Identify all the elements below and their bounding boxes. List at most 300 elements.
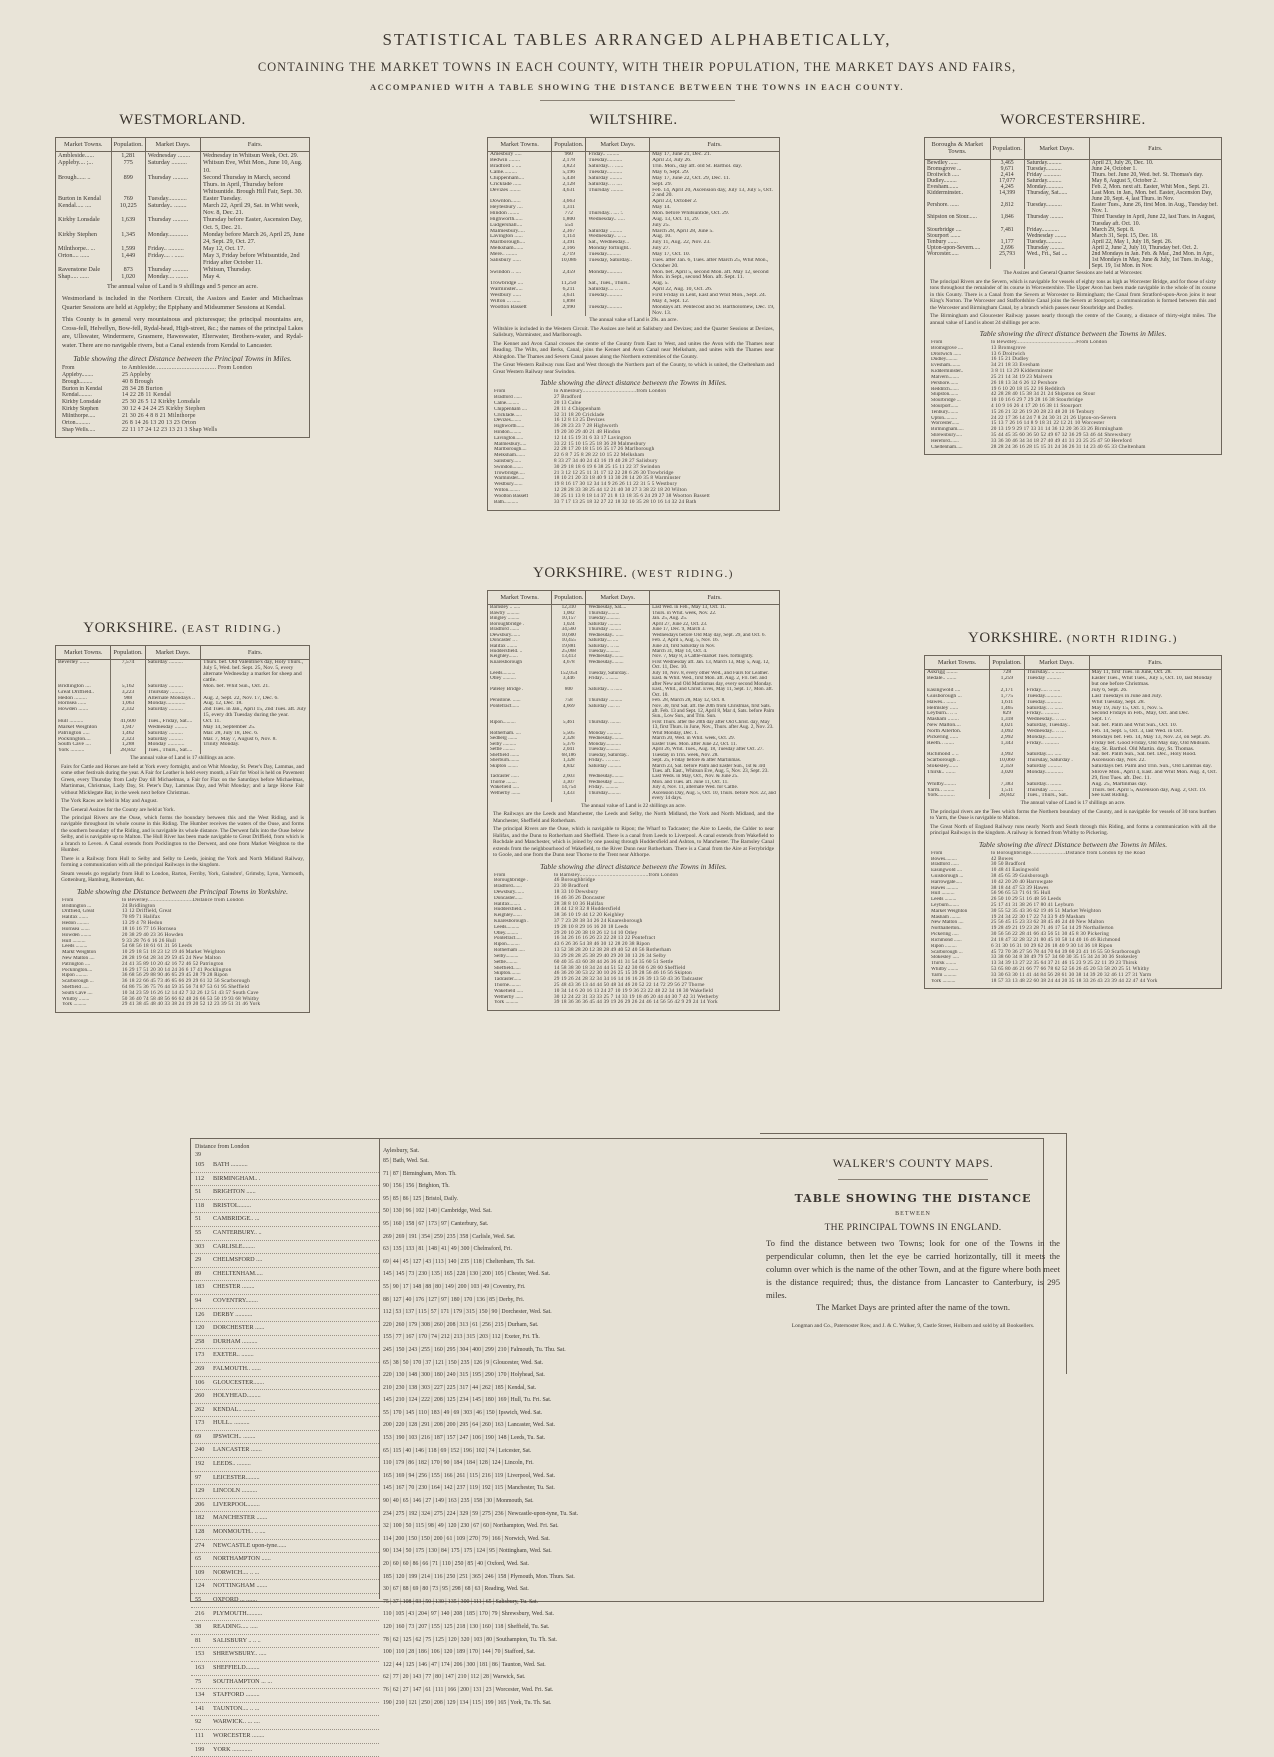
market-table (488, 138, 779, 316)
distance-values: 112 | 53 | 137 | 115 | 57 | 171 | 179 | 315 | 150 | 90 (383, 1309, 498, 1316)
distance-values: 10 10 16 6 29 7 29 28 16 38 Stourbridge (991, 397, 1083, 404)
county-name: YORKSHIRE. (968, 630, 1063, 646)
population: 1,024 (552, 622, 586, 627)
separator: | (489, 1359, 494, 1366)
town-name: YORK ............. (213, 1745, 253, 1753)
table-row (56, 174, 309, 195)
town-market-days: Worcester, Wed. Fri. Sat. (495, 1686, 554, 1693)
market-days: Wednesday ........ (586, 780, 650, 785)
distance-town: Swindon........ (494, 464, 523, 470)
town-name: LANCASTER ....... (213, 1446, 262, 1454)
distance-values: 200 | 220 | 128 | 291 | 208 | 200 | 295 | 64 | 260 | 163 (383, 1422, 504, 1429)
col-market-days: Market Days. (145, 646, 200, 660)
county-title (924, 630, 1222, 647)
distance-values: 36 18 22 66 45 73 46 65 66 29 29 61 32 56 Scarborough (122, 978, 250, 985)
table-row (488, 720, 779, 731)
england-town-row (191, 1363, 379, 1377)
distance-values: 18 44 12 8 32 8 Huddersfield (554, 906, 621, 913)
town-distance-from-london: 55 (195, 1228, 202, 1236)
market-days: Wednesday......... (586, 654, 650, 659)
table-row (488, 188, 779, 200)
distance-to-label: to Barnsley..............................................from London (554, 872, 679, 878)
distance-values: 85 (383, 1158, 389, 1164)
distance-table-title: Table showing the direct distance between the Towns in Miles. (540, 378, 727, 388)
market-days: Saturday ......... (586, 176, 650, 182)
distance-values: 88 | 127 | 40 | 176 | 127 | 97 | 180 | 170 | 136 | 85 (383, 1296, 495, 1303)
town-name: NOTTINGHAM ....... (213, 1582, 268, 1590)
town-name: MANCHESTER ....... (213, 1514, 268, 1522)
distance-from-label: From (494, 872, 506, 878)
town-name: KENDAL.. ........ (213, 1405, 256, 1413)
market-days: Friday.. .......... (1024, 711, 1089, 717)
market-days-note: The Market Days are printed after the name of the town. (816, 1302, 1010, 1312)
distance-values: 114 | 200 | 150 | 150 | 200 | 61 | 109 | 270 | 79 | 166 (383, 1535, 501, 1542)
population: 2,812 (990, 202, 1024, 214)
distance-values: 25 30 26 5 12 Kirkby Lonsdale (122, 399, 201, 406)
market-days: Thursday .......... (1024, 788, 1089, 794)
distance-town: Melksham....... (494, 453, 525, 459)
population: 3,992 (990, 752, 1024, 758)
separator: | (497, 1309, 502, 1316)
town-name: Pershore. ...... (925, 202, 990, 214)
county-note-land-value: The annual value of Land is 17 shillings an acre. (1020, 800, 1126, 807)
population: 1,114 (552, 234, 586, 240)
distance-town: Brough......... (62, 378, 93, 385)
population: 4,021 (990, 723, 1024, 729)
col-towns: Market Towns. (56, 138, 111, 152)
town-name: York............ (925, 793, 990, 799)
population: 2,128 (552, 182, 586, 188)
distance-values: 29 19 26 24 28 32 34 34 16 14 16 16 26 39 13 50 43 36 Tadcaster (554, 976, 704, 983)
distance-from-label: From (931, 340, 943, 345)
market-days: Tues., Thurs., Sat.... (145, 748, 200, 754)
fairs: July 11, Aug. 22, Nov. 23. (652, 240, 711, 246)
population: 1,020 (111, 273, 145, 280)
fairs: First Thurs. after the 20th day after Old Christ. day, May 13, first Thurs. in June, Nov., Thurs. after Aug. 2, Nov. 23. (652, 719, 774, 731)
separator: | (500, 1649, 505, 1656)
population: 2,178 (552, 158, 586, 164)
market-days: Saturday.... .... (586, 638, 650, 643)
distance-town: Wetherby ...... (494, 994, 524, 1000)
distance-from-label: From (931, 850, 943, 856)
town-name: New Malton.... (925, 723, 990, 729)
town-name: Howden ....... (56, 707, 111, 719)
market-days: Friday ............ (1024, 172, 1089, 178)
town-name: DURHAM .......... (213, 1337, 258, 1345)
england-grid-row (383, 1596, 943, 1609)
town-name: Thorne ........ (488, 780, 552, 785)
distance-town: Bowes......... (931, 856, 957, 862)
england-grid-row (383, 1545, 943, 1558)
distance-town: South Cave .... (62, 990, 93, 996)
col-market-days: Market Days. (586, 591, 650, 605)
fairs: Easter Tues. Mon. after June 22, Oct. 11. (652, 741, 737, 747)
distance-town: Appleby........ (62, 371, 94, 378)
county-name: WILTSHIRE. (589, 112, 678, 128)
distance-values: 33 38 60 34 8 38 49 79 57 34 60 30 35 15 34 24 30 36 Stokesley (991, 954, 1138, 961)
population: 800 (552, 687, 586, 698)
market-days: Wednesday.. ..... (586, 217, 650, 223)
distance-town: Shrewsbury..... (931, 433, 962, 438)
county-note-assizes: The Assizes and General Quarter Sessions are held at Worcester. (1003, 270, 1143, 277)
market-days: Wednesday.. ...... (586, 633, 650, 638)
market-days: Saturday .......... (145, 660, 200, 684)
distance-town: Kidderminster.. (931, 369, 964, 375)
england-town-row (191, 1621, 379, 1635)
market-days: Thursday.. .... :. (586, 211, 650, 217)
town-name: BRIGHTON ...... (213, 1188, 256, 1196)
market-days: Saturday .......... (145, 159, 200, 173)
separator: | (494, 1296, 499, 1303)
distance-values: 110 | 105 | 43 | 204 | 97 | 140 | 208 | 185 | 170 | 79 (383, 1611, 498, 1618)
town-name: Warminster..... (488, 287, 552, 293)
fairs: Whit Tuesday, Sept. 28. (1091, 699, 1145, 705)
distance-town: York .......... (931, 978, 956, 984)
population: 1,063 (111, 701, 145, 707)
distance-town: Hedon ......... (62, 921, 89, 927)
distance-table-title: Table showing the direct Distance between the Towns in Miles. (978, 839, 1168, 849)
distance-town: Stourport...... (931, 403, 959, 409)
fairs: Sept. 25, Friday before & after Martinmas. (652, 758, 742, 764)
county-note-para2: The Great North of England Railway runs nearly North and South through this Riding, and forms a communication with all the principal Railways in the kingdom. A railway is formed from Whitby to Pickering. (930, 823, 1216, 837)
table-row (56, 231, 309, 245)
distance-values: 71 | 87 (383, 1170, 399, 1177)
england-town-row (191, 1608, 379, 1622)
county-note-para3: The Great Western Railway runs East and West through the Northern part of the County, to which is united, the Cheltenham and Great Western Railway near Swindon. (493, 362, 774, 375)
distance-town: Markt Weighton (62, 950, 96, 956)
town-name: Brough...... .. (56, 174, 111, 195)
market-days: Monday........... (586, 270, 650, 282)
distance-town: Hull .......... (62, 938, 86, 944)
town-name: Tadcaster ...... (488, 774, 552, 779)
county-yorkshire-west (487, 565, 780, 1011)
county-yorkshire-north (924, 630, 1222, 989)
distance-values: 9 33 28 76 6 16 26 Hull (122, 937, 177, 944)
distance-row (62, 392, 303, 399)
distance-town: Wilton......... (494, 488, 520, 494)
distance-town: Bath........... (494, 499, 519, 505)
town-distance-from-london: 51 (195, 1215, 202, 1223)
population: 1,511 (990, 788, 1024, 794)
fairs: March 23, Sat. before Palm and Easter Sun., 1st & 3rd Tues. aft. East., Whitsun Eve, Aug. 5, Nov. 23, Sept. 23. (652, 763, 769, 774)
fairs: May 6, Sept. 29. (652, 169, 690, 175)
town-distance-from-london: 134 (195, 1691, 205, 1699)
table-row (56, 245, 309, 252)
fairs: April 23, July 26. (652, 158, 692, 164)
market-days: Thursday .......... (145, 216, 200, 230)
distance-town: Tenbury........ (931, 409, 959, 415)
separator: | (436, 1208, 441, 1215)
market-days: Monday............. (1024, 770, 1089, 782)
distance-town: Halifax........ (494, 901, 520, 907)
separator: | (494, 1548, 499, 1555)
england-town-row (191, 1580, 379, 1594)
population: 7,574 (111, 660, 145, 684)
fairs: May 17, June 21, Dec. 21. (652, 151, 712, 158)
population: 17,077 (990, 178, 1024, 184)
distance-values: 22 11 17 24 12 23 13 21 3 Shap Wells (122, 426, 218, 433)
distance-town: Whitby ........ (931, 966, 959, 972)
england-grid-row (383, 1432, 943, 1445)
town-distance-from-london: 262 (195, 1405, 205, 1413)
distance-values: 185 | 120 | 199 | 214 | 116 | 250 | 251 | 365 | 246 | 158 (383, 1573, 507, 1580)
town-distance-from-london: 118 (195, 1201, 205, 1209)
population: 2,603 (552, 774, 586, 779)
table-row (925, 214, 1221, 226)
distance-to-label: to Ambleside..................................... From London (122, 365, 253, 372)
town-distance-from-london: 89 (195, 1269, 202, 1277)
england-grid-row (383, 1520, 943, 1533)
distance-values: 145 | 210 | 124 | 222 | 208 | 125 | 234 | 145 | 180 | 169 (383, 1397, 507, 1404)
town-name: NORWICH.... .. ... (213, 1568, 260, 1576)
market-days: Tuesday........... (586, 170, 650, 176)
distance-town: Hindon......... (494, 429, 522, 435)
market-days: Wednesday.. .. .... (1024, 717, 1089, 723)
town-name: Great Driffield.. (56, 690, 111, 696)
county-note-para2: The Birmingham and Gloucester Railway passes nearly through the centre of the County, a distance of thirty-eight miles. The annual value of Land is about 24 shillings per acre. (930, 313, 1216, 326)
fairs: Saturdays bef. Palm and Trin. Sun., Old Lammas day. (1091, 764, 1212, 770)
town-name: Easingwold .... (925, 688, 990, 694)
town-name: Ripon.......... (488, 720, 552, 731)
england-grid-row (383, 1470, 943, 1483)
fairs: First Wednesday aft. Jan. 13, March 13, May 5, Aug. 12, Oct. 11, Dec. 10. (652, 659, 770, 671)
separator: | (480, 1586, 485, 1593)
town-distance-from-london: 173 (195, 1351, 205, 1359)
fairs: Whitsun Eve, Whit Mon., June 10, Aug. 10. (202, 159, 303, 174)
distance-values: 234 | 275 | 192 | 324 | 275 | 224 | 329 | 59 | 275 | 236 (383, 1510, 504, 1517)
fairs: Nov. 7, May 8, a Cattle-market Tues. fortnightly. (652, 654, 754, 660)
market-days: Saturday.. ........ (145, 202, 200, 216)
town-name: Hawes.. ....... (925, 700, 990, 706)
distance-town: Cheltenham..... (931, 444, 963, 450)
county-note-para2: This County is in general very mountainous and picturesque; the principal mountains are, Cross-fell, Helvellyn, Bow-fell, Rydal-head, High-street, &c.; the names of the principal Lakes are, Ullswater, Windermere, Grasmere, Haweswater, Elterwater, Brothers-water, and Rydal-water. There are no navigable rivers, but a Canal extends from Kendal to Lancaster. (62, 316, 303, 349)
fairs: Trin. Mon., day aft. old St. Barthol. day. (652, 164, 743, 170)
fairs: May 19, July 15, Oct. 1, Nov. 5. (1091, 705, 1164, 711)
town-name: Stourbridge .... (925, 227, 990, 233)
market-days: Tuesday........... (586, 158, 650, 164)
england-town-row (191, 1676, 379, 1690)
town-name: South Cave .... (56, 742, 111, 748)
county-wiltshire (487, 112, 780, 511)
fairs: East. & Whit. Wed., first Mon. aft. Aug. 2, Fri. bef. and after New and Old Martinmas day, every second Monday. (652, 676, 773, 687)
town-name: Market Weighton (56, 725, 111, 731)
county-box (55, 137, 310, 438)
england-town-row (191, 1716, 379, 1730)
town-distance-from-london: 109 (195, 1568, 205, 1576)
county-box (55, 645, 310, 1013)
separator: | (491, 1598, 496, 1605)
distance-values: 30 55 52 35 43 36 62 19 46 51 Market Weighton (991, 907, 1102, 914)
england-town-row (191, 1567, 379, 1581)
county-title (487, 112, 780, 129)
town-name: Wootton Bassett (488, 305, 552, 317)
market-days: Saturday.. . ...... (586, 164, 650, 170)
separator: | (506, 1397, 511, 1404)
distance-values: 78 | 62 | 125 | 62 | 75 | 125 | 120 | 320 | 103 | 80 (383, 1636, 492, 1643)
town-distance-from-london: 55 (195, 1596, 202, 1603)
town-name: Rotherham. .... (488, 731, 552, 736)
town-market-days: Canterbury, Sat. (450, 1220, 489, 1227)
population: 2,171 (990, 688, 1024, 694)
market-days: Tuesday, Saturday.. (586, 753, 650, 758)
town-name: Hedon ......... (56, 696, 111, 702)
county-note-para2: The Kennet and Avon Canal crosses the centre of the County from East to West, and unites the Avon with the Thames near Reading. The Wilts, and Berks, Canal, joins the Kennet and Avon Canal near Melksham, and unites with the Thames near Abingdon. The Thames and Severn Canal passes along the Northern extremities of the County. (493, 340, 774, 360)
town-market-days: Leicester, Sat. (498, 1447, 532, 1454)
town-name: Melksham....... (488, 246, 552, 252)
town-distance-from-london: 75 (195, 1677, 202, 1685)
town-name: Cricklade ...... (488, 182, 552, 188)
market-days: Tuesday........... (586, 616, 650, 621)
distance-town: New Malton .... (931, 920, 964, 926)
town-name: CHESTER ........ (213, 1283, 255, 1291)
market-days: Friday.. . .. ...... (586, 758, 650, 763)
town-name: Bedale.. ....... (925, 676, 990, 688)
fairs: Feb. 14, Sept. 5, Oct. 3, last Wed. in Oct. (1091, 728, 1184, 734)
population: 1,281 (111, 152, 145, 160)
county-box (487, 137, 780, 511)
distance-values: 4 10 9 16 26 4 17 20 16 38 11 Stourport (991, 402, 1082, 409)
population: 10,455 (552, 638, 586, 643)
fairs: Aug. 10. (652, 234, 672, 240)
distance-town: Leeds ......... (62, 944, 88, 950)
distance-values: 95 | 85 | 86 | 125 (383, 1195, 422, 1202)
distance-values: 15 26 21 32 26 19 20 28 23 48 20 16 Tenbury (991, 408, 1095, 415)
market-days: Saturday.... .. ... (586, 287, 650, 293)
england-grid-row (383, 1671, 943, 1684)
market-days: Monday............ (586, 742, 650, 747)
fairs: Last Mon. in Jan., Mon. bef. Easter, Ascension Day, June 20, Sept. 4, last Thurs. in Nov. (1091, 190, 1213, 203)
distance-values: 18 16 16 77 16 Hornsea (122, 925, 177, 932)
table-row (925, 741, 1221, 753)
table-row (488, 676, 779, 687)
town-name: Skipton ........ (488, 764, 552, 775)
county-note-para2: The York Races are held in May and August. (61, 798, 158, 805)
distance-town: New Malton .... (62, 955, 95, 961)
distance-values: 210 | 230 | 138 | 303 | 227 | 225 | 317 | 44 | 262 | 185 (383, 1384, 504, 1391)
distance-values: 65 | 115 | 40 | 146 | 118 | 69 | 152 | 196 | 102 | 74 (383, 1447, 495, 1454)
town-distance-from-london: 51 (195, 1188, 202, 1196)
town-name: Scarborough .. (925, 758, 990, 764)
market-days: Friday.. .......... (1024, 741, 1089, 753)
town-name: Devizes ........ (488, 188, 552, 200)
town-market-days: York, Tu. Th. Sat. (510, 1699, 552, 1706)
market-days: Friday.. .......... (586, 785, 650, 790)
town-name: Pontefract...... (488, 704, 552, 720)
england-town-row (191, 1159, 379, 1173)
fairs: Mondays aft. Pentecost and St. Bartholomew, Dec. 19, Nov. 13. (652, 304, 775, 316)
distance-values: 19 20 30 29 40 21 48 Hindon (554, 428, 621, 435)
market-days: Saturday.. .. .... (586, 644, 650, 649)
town-name: Trowbridge .... (488, 281, 552, 287)
town-name: BRISTOL........ (213, 1201, 252, 1209)
county-note-para3: The General Assizes for the County are held at York. (61, 806, 175, 813)
town-name: Pateley Bridge . (488, 687, 552, 698)
first-town-label: Aylesbury, Sat. (383, 1148, 420, 1154)
distance-from-london-header: Distance from London (195, 1144, 250, 1150)
town-distance-from-london: 269 (195, 1364, 205, 1372)
town-name: York .......... (56, 748, 111, 754)
town-market-days: Ipswich, Wed. Sat. (498, 1409, 543, 1416)
town-market-days: Cheltenham, Th. Sat. (485, 1258, 535, 1265)
distance-town: York .......... (494, 1000, 519, 1006)
market-days: Thursday .......... (1024, 245, 1089, 251)
population: 873 (111, 266, 145, 273)
distance-values: 13 29 4 78 Hedon (122, 920, 163, 927)
population: 1,328 (552, 758, 586, 763)
distance-town: Warminster..... (494, 476, 525, 482)
distance-values: 53 65 80 46 21 66 77 66 78 62 52 56 26 45 20 53 58 20 25 51 Whitby (991, 965, 1150, 972)
distance-values: 30 | 67 | 88 | 69 | 80 | 73 | 95 | 298 | 68 | 63 (383, 1586, 481, 1593)
town-name: Reeth.. ....... (925, 741, 990, 753)
market-days: Tuesday........... (586, 305, 650, 317)
town-name: LEICESTER......... (213, 1473, 260, 1481)
town-distance-from-london: 81 (195, 1636, 202, 1644)
town-name: Evesham....... (925, 184, 990, 190)
distance-town: Redditch....... (931, 386, 959, 392)
distance-town: Shap Wells..... (62, 426, 96, 433)
distance-values: 26 8 14 26 13 20 13 23 Orton (122, 419, 197, 426)
population: 3,307 (552, 780, 586, 785)
distance-town: Chippenham .... (494, 406, 527, 412)
col-towns: Market Towns. (925, 656, 990, 670)
fairs: March 20, Wed. in Whit. week, Oct. 29. (652, 736, 735, 742)
town-name: STAFFORD ......... (213, 1691, 260, 1699)
fairs: Thursday before Easter, Ascension Day, Oct. 5, Dec. 21. (202, 216, 302, 231)
town-market-days: Sheffield, Tu. Sat. (507, 1623, 550, 1630)
town-name: Heytesbury .... (488, 205, 552, 211)
distance-values: 69 | 44 | 45 | 127 | 43 | 113 | 140 | 235 | 118 (383, 1258, 482, 1265)
fairs: Aug. 5. (652, 281, 669, 287)
population: 1,449 (111, 252, 145, 266)
market-days: Thursday.......... (586, 791, 650, 802)
distance-table (925, 851, 1221, 989)
market-days: Thursday.. .. ...... (1024, 670, 1089, 676)
town-name: Wetherby ....... (488, 791, 552, 802)
market-days: Tuesday........... (1024, 239, 1089, 245)
fairs: May 3, Friday before Whitsuntide, 2nd Friday after October 11. (202, 252, 300, 267)
distance-town: Northallerton.. (931, 926, 962, 932)
distance-values: 38 18 44 47 53 39 Hawes (991, 884, 1049, 891)
market-days: Saturday ..... ... (586, 704, 650, 720)
distance-town: Howden ........ (62, 932, 92, 938)
distance-values: 16 34 26 16 16 26 23 22 28 13 22 Pontefract (554, 935, 656, 942)
col-population: Population. (990, 138, 1024, 159)
town-name: OXFORD ... ....... (213, 1596, 258, 1603)
market-table (488, 591, 779, 802)
distance-town: Leyburn........ (931, 903, 959, 908)
distance-values: 28 38 8 10 36 Halifax (554, 900, 604, 907)
distance-town: Wakefield ..... (494, 988, 523, 994)
distance-town: Burton in Kendal (62, 385, 103, 392)
distance-values: 18 57 33 13 48 22 60 38 24 44 20 35 18 33 26 43 23 39 44 22 47 44 York (991, 977, 1158, 984)
market-days: Tuesday, Saturday.. (586, 671, 650, 676)
market-days: Tues., Friday, Sat.... (145, 719, 200, 725)
distance-values: 10 48 41 Easingwold (991, 867, 1039, 874)
table-header-row (488, 591, 779, 605)
england-grid-row (383, 1621, 943, 1634)
population: 1,775 (990, 694, 1024, 700)
town-name: North Allerton. (925, 729, 990, 735)
table-row (56, 152, 309, 160)
distance-town: Wootton Bassett (494, 493, 529, 499)
population: 28,842 (990, 793, 1024, 799)
fairs: May 14. (652, 205, 671, 211)
england-town-row (191, 1173, 379, 1187)
fairs: April 22, Aug. 10, Oct. 26. (652, 287, 713, 293)
distance-values: 28 28 24 36 16 28 15 15 31 24 36 26 31 14 23 40 65 33 Cheltenham (991, 443, 1146, 450)
distance-values: 33 30 63 30 11 41 44 84 56 28 61 30 38 14 39 20 32 46 11 27 31 Yarm (991, 971, 1152, 978)
market-days: Saturday.. .. ...... (1024, 706, 1089, 712)
